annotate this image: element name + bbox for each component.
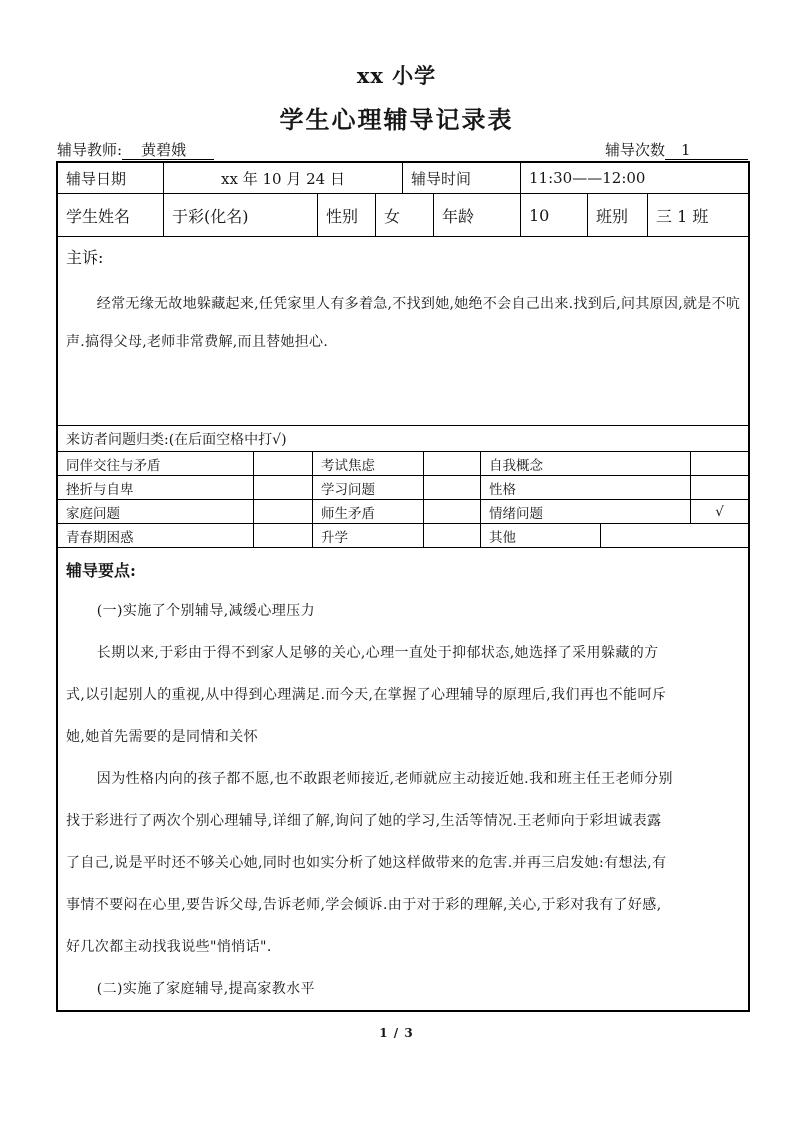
category-row-3 xyxy=(58,500,748,524)
category-label: 师生矛盾 xyxy=(313,500,424,523)
key-points-line: 她,她首先需要的是同情和关怀 xyxy=(66,729,259,745)
category-row-2 xyxy=(58,476,748,500)
key-points-line: 长期以来,于彩由于得不到家人足够的关心,心理一直处于抑郁状态,她选择了采用躲藏的方 xyxy=(96,645,659,661)
category-label: 学习问题 xyxy=(313,476,424,499)
category-label: 性格 xyxy=(481,476,691,499)
key-points-section xyxy=(58,548,748,1010)
age-label-cell: 年龄 xyxy=(434,194,521,236)
category-label: 升学 xyxy=(313,524,424,547)
key-points-line: 找于彩进行了两次个别心理辅导,详细了解,询问了她的学习,生活等情况.王老师向于彩坦诚表露 xyxy=(66,813,662,829)
chief-complaint-label: 主诉: xyxy=(66,248,104,267)
gender-value-cell: 女 xyxy=(376,194,434,236)
category-checkbox xyxy=(424,476,481,499)
category-label: 自我概念 xyxy=(481,452,691,475)
sessions-value-field: 1 xyxy=(665,140,748,160)
key-points-line: 因为性格内向的孩子都不愿,也不敢跟老师接近,老师就应主动接近她.我和班主任王老师分别 xyxy=(96,771,673,787)
time-label-cell: 辅导时间 xyxy=(403,163,521,193)
category-label: 家庭问题 xyxy=(58,500,254,523)
category-checkbox xyxy=(601,524,748,547)
name-label-cell: 学生姓名 xyxy=(58,194,164,236)
category-checkbox xyxy=(254,452,313,475)
category-row-4 xyxy=(58,524,748,548)
categories-header-label: 来访者问题归类:(在后面空格中打√) xyxy=(66,431,287,448)
category-label: 考试焦虑 xyxy=(313,452,424,475)
category-label: 同伴交往与矛盾 xyxy=(58,452,254,475)
category-checkbox xyxy=(691,452,748,475)
category-label: 其他 xyxy=(481,524,601,547)
form-title: 学生心理辅导记录表 xyxy=(279,105,514,134)
page-number: 1 / 3 xyxy=(379,1026,414,1040)
teacher-label: 辅导教师: xyxy=(57,141,123,159)
key-points-text xyxy=(66,590,740,1010)
category-checkbox xyxy=(424,452,481,475)
form-header-line xyxy=(57,139,748,160)
record-table xyxy=(56,161,750,1012)
key-points-line: 了自己,说是平时还不够关心她,同时也如实分析了她这样做带来的危害.并再三启发她:有想法,有 xyxy=(66,855,667,871)
date-time-row xyxy=(58,163,748,194)
time-value-cell: 11:30——12:00 xyxy=(529,169,646,187)
key-points-line: (二)实施了家庭辅导,提高家教水平 xyxy=(96,981,315,997)
category-checkbox xyxy=(254,500,313,523)
category-checkbox xyxy=(424,524,481,547)
key-points-line: 事情不要闷在心里,要告诉父母,告诉老师,学会倾诉.由于对于彩的理解,关心,于彩对我有了好感, xyxy=(66,897,662,913)
student-info-row xyxy=(58,194,748,237)
category-checkbox xyxy=(254,476,313,499)
school-title: xx 小学 xyxy=(356,63,437,88)
key-points-line: (一)实施了个别辅导,减缓心理压力 xyxy=(96,603,315,619)
name-value-cell: 于彩(化名) xyxy=(164,194,318,236)
class-label-cell: 班别 xyxy=(588,194,648,236)
teacher-name-field: 黄碧娥 xyxy=(122,140,214,160)
key-points-line: 好几次都主动找我说些"悄悄话". xyxy=(66,939,272,955)
category-checkbox-checked: √ xyxy=(715,503,724,520)
key-points-line: 式,以引起别人的重视,从中得到心理满足.而今天,在掌握了心理辅导的原理后,我们再也不能呵斥 xyxy=(66,687,667,703)
category-checkbox xyxy=(424,500,481,523)
complaint-line: 声.搞得父母,老师非常费解,而且替她担心. xyxy=(66,334,329,350)
categories-header-row xyxy=(58,426,748,452)
category-checkbox xyxy=(691,476,748,499)
key-points-row xyxy=(58,548,748,1010)
key-points-label: 辅导要点: xyxy=(66,561,136,580)
category-label: 情绪问题 xyxy=(481,500,691,523)
class-value-cell: 三 1 班 xyxy=(656,206,709,226)
category-label: 青春期困惑 xyxy=(58,524,254,547)
complaint-line: 经常无缘无故地躲藏起来,任凭家里人有多着急,不找到她,她绝不会自己出来.找到后,问其原因,就是不吭 xyxy=(96,296,741,312)
gender-label-cell: 性别 xyxy=(318,194,376,236)
sessions-label: 辅导次数 xyxy=(604,141,665,159)
chief-complaint-section xyxy=(58,237,748,426)
age-value-cell: 10 xyxy=(521,194,588,236)
date-label-cell: 辅导日期 xyxy=(58,163,164,193)
category-row-1 xyxy=(58,452,748,476)
date-value-cell: xx 年 10 月 24 日 xyxy=(164,163,403,193)
chief-complaint-text xyxy=(66,285,740,361)
category-label: 挫折与自卑 xyxy=(58,476,254,499)
category-checkbox xyxy=(254,524,313,547)
